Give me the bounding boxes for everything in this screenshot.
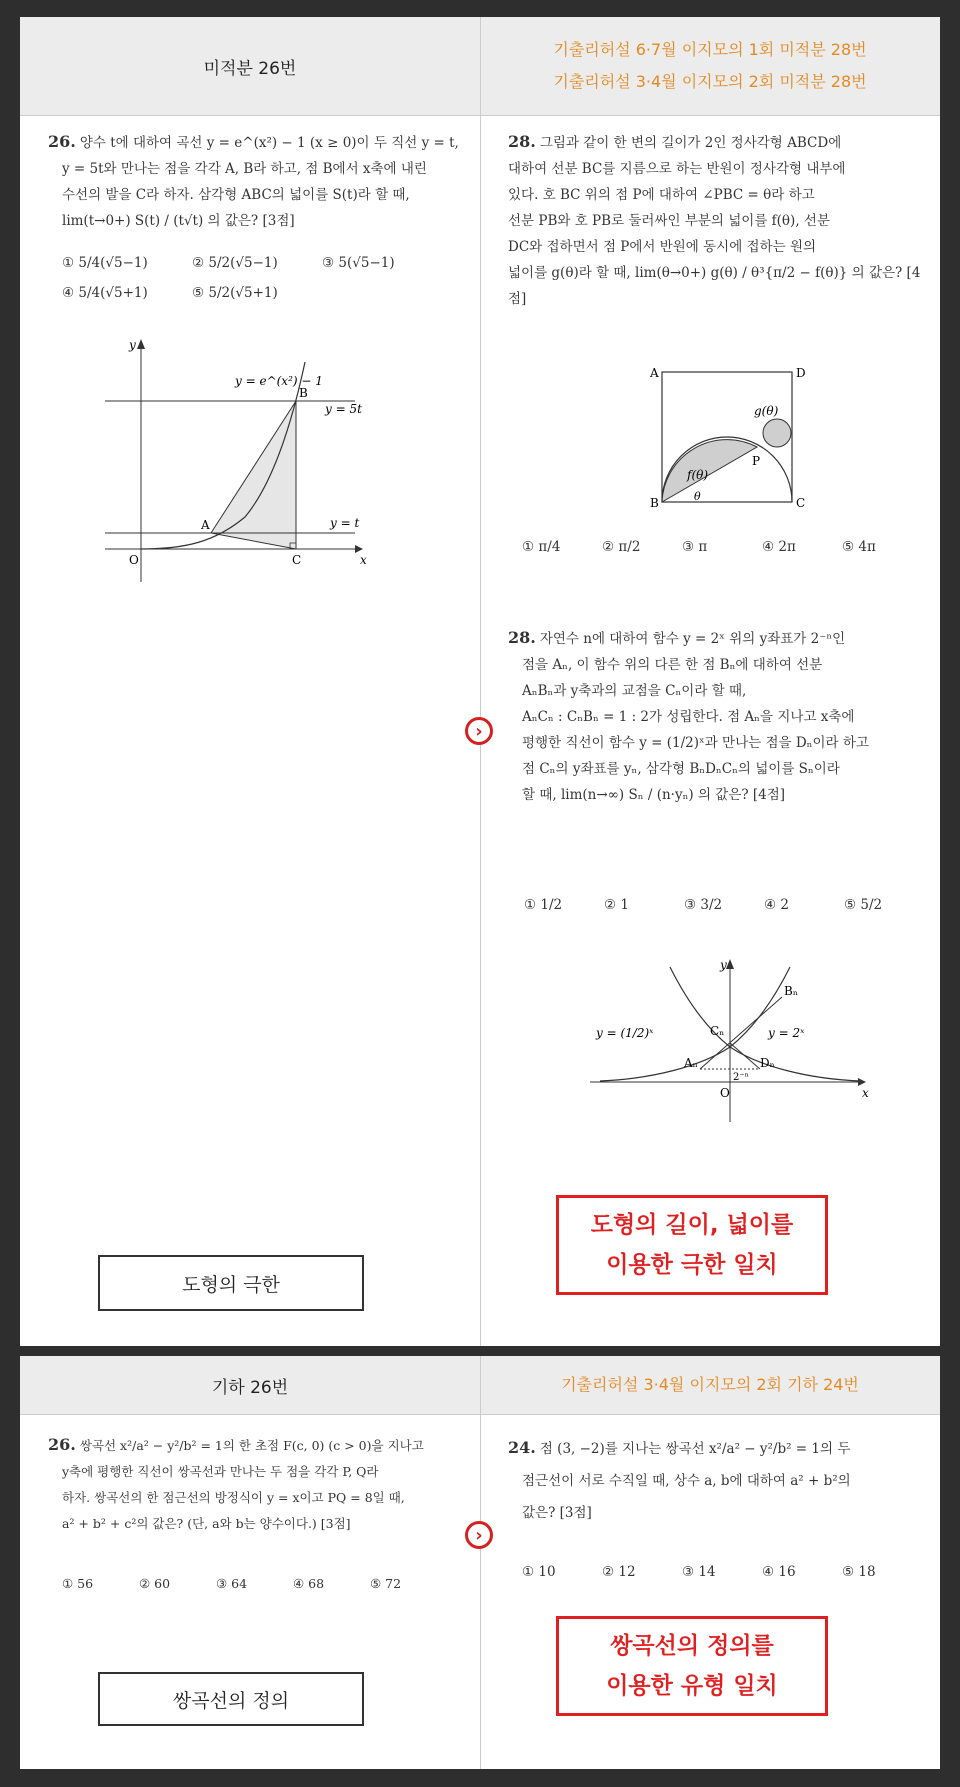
- y-value-label: 2⁻ⁿ: [733, 1072, 749, 1083]
- point-b-label: B: [650, 496, 659, 507]
- left-header-label: 기하 26번: [211, 1377, 289, 1398]
- chevron-right-circle-icon: ›: [465, 717, 493, 745]
- question-text-line: lim(t→0+) S(t) / (t√t) 의 값은? [3점]: [62, 213, 295, 229]
- option-4[interactable]: ④ 68: [293, 1576, 325, 1591]
- exponential-curve-graph: [105, 337, 375, 597]
- highlight-line-2: 이용한 유형 일치: [606, 1673, 778, 1699]
- question-text-line: a² + b² + c²의 값은? (단, a와 b는 양수이다.) [3점]: [62, 1516, 351, 1531]
- topic-box-hyperbola: [98, 1672, 364, 1726]
- answer-options: [62, 1576, 462, 1591]
- option-2[interactable]: ② 60: [139, 1576, 171, 1591]
- y-axis-label: y: [129, 338, 136, 352]
- question-text-line: 점 (3, −2)를 지나는 쌍곡선 x²/a² − y²/b² = 1의 두: [539, 1441, 851, 1457]
- question-text-line: 넓이를 g(θ)라 할 때, lim(θ→0+) g(θ) / θ³{π/2 − f(θ)} 의 값은? [4점]: [508, 265, 921, 307]
- answer-options: [522, 539, 922, 555]
- option-3[interactable]: ③ 5(√5−1): [322, 255, 395, 271]
- option-3[interactable]: ③ π: [682, 539, 708, 555]
- question-number: 26.: [48, 132, 76, 151]
- question-number: 24.: [508, 1438, 536, 1457]
- question-text-line: 쌍곡선 x²/a² − y²/b² = 1의 한 초점 F(c, 0) (c > 0)을 지나고: [79, 1438, 424, 1453]
- question-text-line: y = 5t와 만나는 점을 각각 A, B라 하고, 점 B에서 x축에 내린: [62, 161, 427, 177]
- point-c-label: C: [796, 496, 806, 507]
- comparison-section-geometry: [20, 1356, 940, 1769]
- option-2[interactable]: ② 5/2(√5−1): [192, 255, 278, 271]
- point-p-label: P: [752, 454, 761, 468]
- option-5[interactable]: ⑤ 5/2(√5+1): [192, 285, 278, 301]
- point-a-label: A: [650, 366, 659, 380]
- question-text-line: 하자. 쌍곡선의 한 점근선의 방정식이 y = x이고 PQ = 8일 때,: [62, 1490, 405, 1505]
- left-curve-label: y = (1/2)ˣ: [596, 1026, 654, 1040]
- option-5[interactable]: ⑤ 18: [842, 1564, 876, 1580]
- y-axis-arrow: [726, 959, 734, 969]
- exponential-functions-graph: [580, 957, 880, 1127]
- question-text-line: 점을 Aₙ, 이 함수 위의 다른 한 점 Bₙ에 대하여 선분: [522, 657, 823, 673]
- topic-box-figure-limit: [98, 1255, 364, 1311]
- option-4[interactable]: ④ 16: [762, 1564, 796, 1580]
- left-header: [20, 1356, 481, 1415]
- circle-g: [763, 419, 791, 447]
- right-header-line-2: 기출리허설 3·4월 이지모의 2회 미적분 28번: [553, 72, 867, 91]
- option-1[interactable]: ① π/4: [522, 539, 561, 555]
- point-c-label: C: [292, 553, 302, 567]
- question-text-line: 수선의 발을 C라 하자. 삼각형 ABC의 넓이를 S(t)라 할 때,: [62, 187, 410, 203]
- x-axis-arrow: [355, 545, 363, 553]
- y-axis-label: y: [720, 958, 727, 972]
- point-an-label: Aₙ: [684, 1056, 698, 1070]
- f-theta-label: f(θ): [687, 468, 709, 482]
- question-28-exponential: [508, 625, 928, 808]
- highlight-line-2: 이용한 극한 일치: [606, 1252, 778, 1278]
- line-5t-label: y = 5t: [325, 402, 362, 416]
- curve-label: y = e^(x²) − 1: [235, 374, 323, 388]
- option-1[interactable]: ① 5/4(√5−1): [62, 255, 148, 271]
- question-text-line: 점근선이 서로 수직일 때, 상수 a, b에 대하여 a² + b²의: [522, 1473, 851, 1489]
- option-1[interactable]: ① 1/2: [524, 897, 563, 913]
- topic-label: 도형의 극한: [182, 1273, 280, 1296]
- point-b-label: B: [299, 386, 308, 400]
- question-24-hyperbola: [508, 1432, 928, 1529]
- point-bn-label: Bₙ: [784, 984, 799, 998]
- point-d-label: D: [796, 366, 806, 380]
- question-text-line: AₙCₙ : CₙBₙ = 1 : 2가 성립한다. 점 Aₙ을 지나고 x축에: [522, 709, 855, 725]
- question-text-line: 할 때, lim(n→∞) Sₙ / (n·yₙ) 의 값은? [4점]: [522, 787, 786, 803]
- question-text-line: DC와 접하면서 점 P에서 반원에 동시에 접하는 원의: [508, 239, 817, 255]
- highlight-line-1: 도형의 길이, 넓이를: [590, 1212, 794, 1238]
- origin-label: O: [129, 553, 139, 567]
- answer-options: [62, 255, 462, 301]
- option-4[interactable]: ④ 2π: [762, 539, 796, 555]
- triangle-abc-fill: [211, 401, 296, 549]
- y-axis-arrow: [137, 339, 145, 349]
- highlight-box-type-match: [556, 1616, 828, 1716]
- x-axis-label: x: [360, 553, 367, 567]
- line-t-label: y = t: [330, 516, 360, 530]
- right-header-line-1: 기출리허설 6·7월 이지모의 1회 미적분 28번: [553, 40, 867, 59]
- option-5[interactable]: ⑤ 72: [370, 1576, 402, 1591]
- x-axis-label: x: [862, 1086, 869, 1100]
- point-dn-label: Dₙ: [760, 1056, 775, 1070]
- comparison-section-calculus: [20, 17, 940, 1346]
- option-1[interactable]: ① 10: [522, 1564, 556, 1580]
- column-divider: [480, 1356, 481, 1769]
- region-f: [662, 440, 757, 502]
- answer-options: [522, 1564, 922, 1580]
- point-cn-label: Cₙ: [710, 1024, 725, 1038]
- question-text-line: 그림과 같이 한 변의 길이가 2인 정사각형 ABCD에: [539, 135, 842, 151]
- right-header: [480, 1356, 940, 1415]
- question-text-line: 평행한 직선이 함수 y = (1/2)ˣ과 만나는 점을 Dₙ이라 하고: [522, 735, 869, 751]
- point-a-label: A: [201, 518, 210, 532]
- topic-label: 쌍곡선의 정의: [172, 1689, 290, 1712]
- question-text-line: 양수 t에 대하여 곡선 y = e^(x²) − 1 (x ≥ 0)이 두 직선 y = t,: [79, 135, 459, 151]
- origin-label: O: [720, 1086, 730, 1100]
- question-text-line: 자연수 n에 대하여 함수 y = 2ˣ 위의 y좌표가 2⁻ⁿ인: [539, 631, 846, 647]
- question-text-line: 대하여 선분 BC를 지름으로 하는 반원이 정사각형 내부에: [508, 161, 846, 177]
- option-3[interactable]: ③ 14: [682, 1564, 716, 1580]
- question-text-line: y축에 평행한 직선이 쌍곡선과 만나는 두 점을 각각 P, Q라: [62, 1464, 379, 1479]
- question-text-line: 있다. 호 BC 위의 점 P에 대하여 ∠PBC = θ라 하고: [508, 187, 815, 203]
- column-divider: [480, 17, 481, 1346]
- theta-label: θ: [694, 490, 701, 503]
- question-number: 28.: [508, 628, 536, 647]
- left-header-label: 미적분 26번: [203, 58, 297, 79]
- highlight-line-1: 쌍곡선의 정의를: [610, 1633, 774, 1659]
- left-header: [20, 17, 481, 116]
- option-2[interactable]: ② π/2: [602, 539, 641, 555]
- question-text-line: AₙBₙ과 y축과의 교점을 Cₙ이라 할 때,: [522, 683, 747, 699]
- right-header-label: 기출리허설 3·4월 이지모의 2회 기하 24번: [561, 1375, 859, 1394]
- option-4[interactable]: ④ 5/4(√5+1): [62, 285, 148, 301]
- option-5[interactable]: ⑤ 5/2: [844, 897, 883, 913]
- question-28-square: [508, 129, 928, 312]
- option-2[interactable]: ② 1: [604, 897, 629, 913]
- question-number: 28.: [508, 132, 536, 151]
- x-axis-arrow: [858, 1078, 866, 1086]
- highlight-box-limit-match: [556, 1195, 828, 1295]
- question-number: 26.: [48, 1435, 76, 1454]
- segment-cndn: [730, 1043, 760, 1069]
- square-semicircle-figure: [632, 357, 822, 507]
- option-4[interactable]: ④ 2: [764, 897, 789, 913]
- option-2[interactable]: ② 12: [602, 1564, 636, 1580]
- option-3[interactable]: ③ 64: [216, 1576, 248, 1591]
- option-3[interactable]: ③ 3/2: [684, 897, 723, 913]
- question-text-line: 점 Cₙ의 y좌표를 yₙ, 삼각형 BₙDₙCₙ의 넓이를 Sₙ이라: [522, 761, 840, 777]
- question-text-line: 값은? [3점]: [522, 1505, 592, 1521]
- right-header: [480, 17, 940, 116]
- answer-options: [524, 897, 924, 913]
- chevron-right-circle-icon: ›: [465, 1521, 493, 1549]
- question-26-hyperbola: [48, 1432, 468, 1537]
- question-26-calculus: [48, 129, 468, 234]
- option-1[interactable]: ① 56: [62, 1576, 94, 1591]
- right-curve-label: y = 2ˣ: [768, 1026, 805, 1040]
- g-theta-label: g(θ): [754, 404, 779, 418]
- question-text-line: 선분 PB와 호 PB로 둘러싸인 부분의 넓이를 f(θ), 선분: [508, 213, 830, 229]
- option-5[interactable]: ⑤ 4π: [842, 539, 876, 555]
